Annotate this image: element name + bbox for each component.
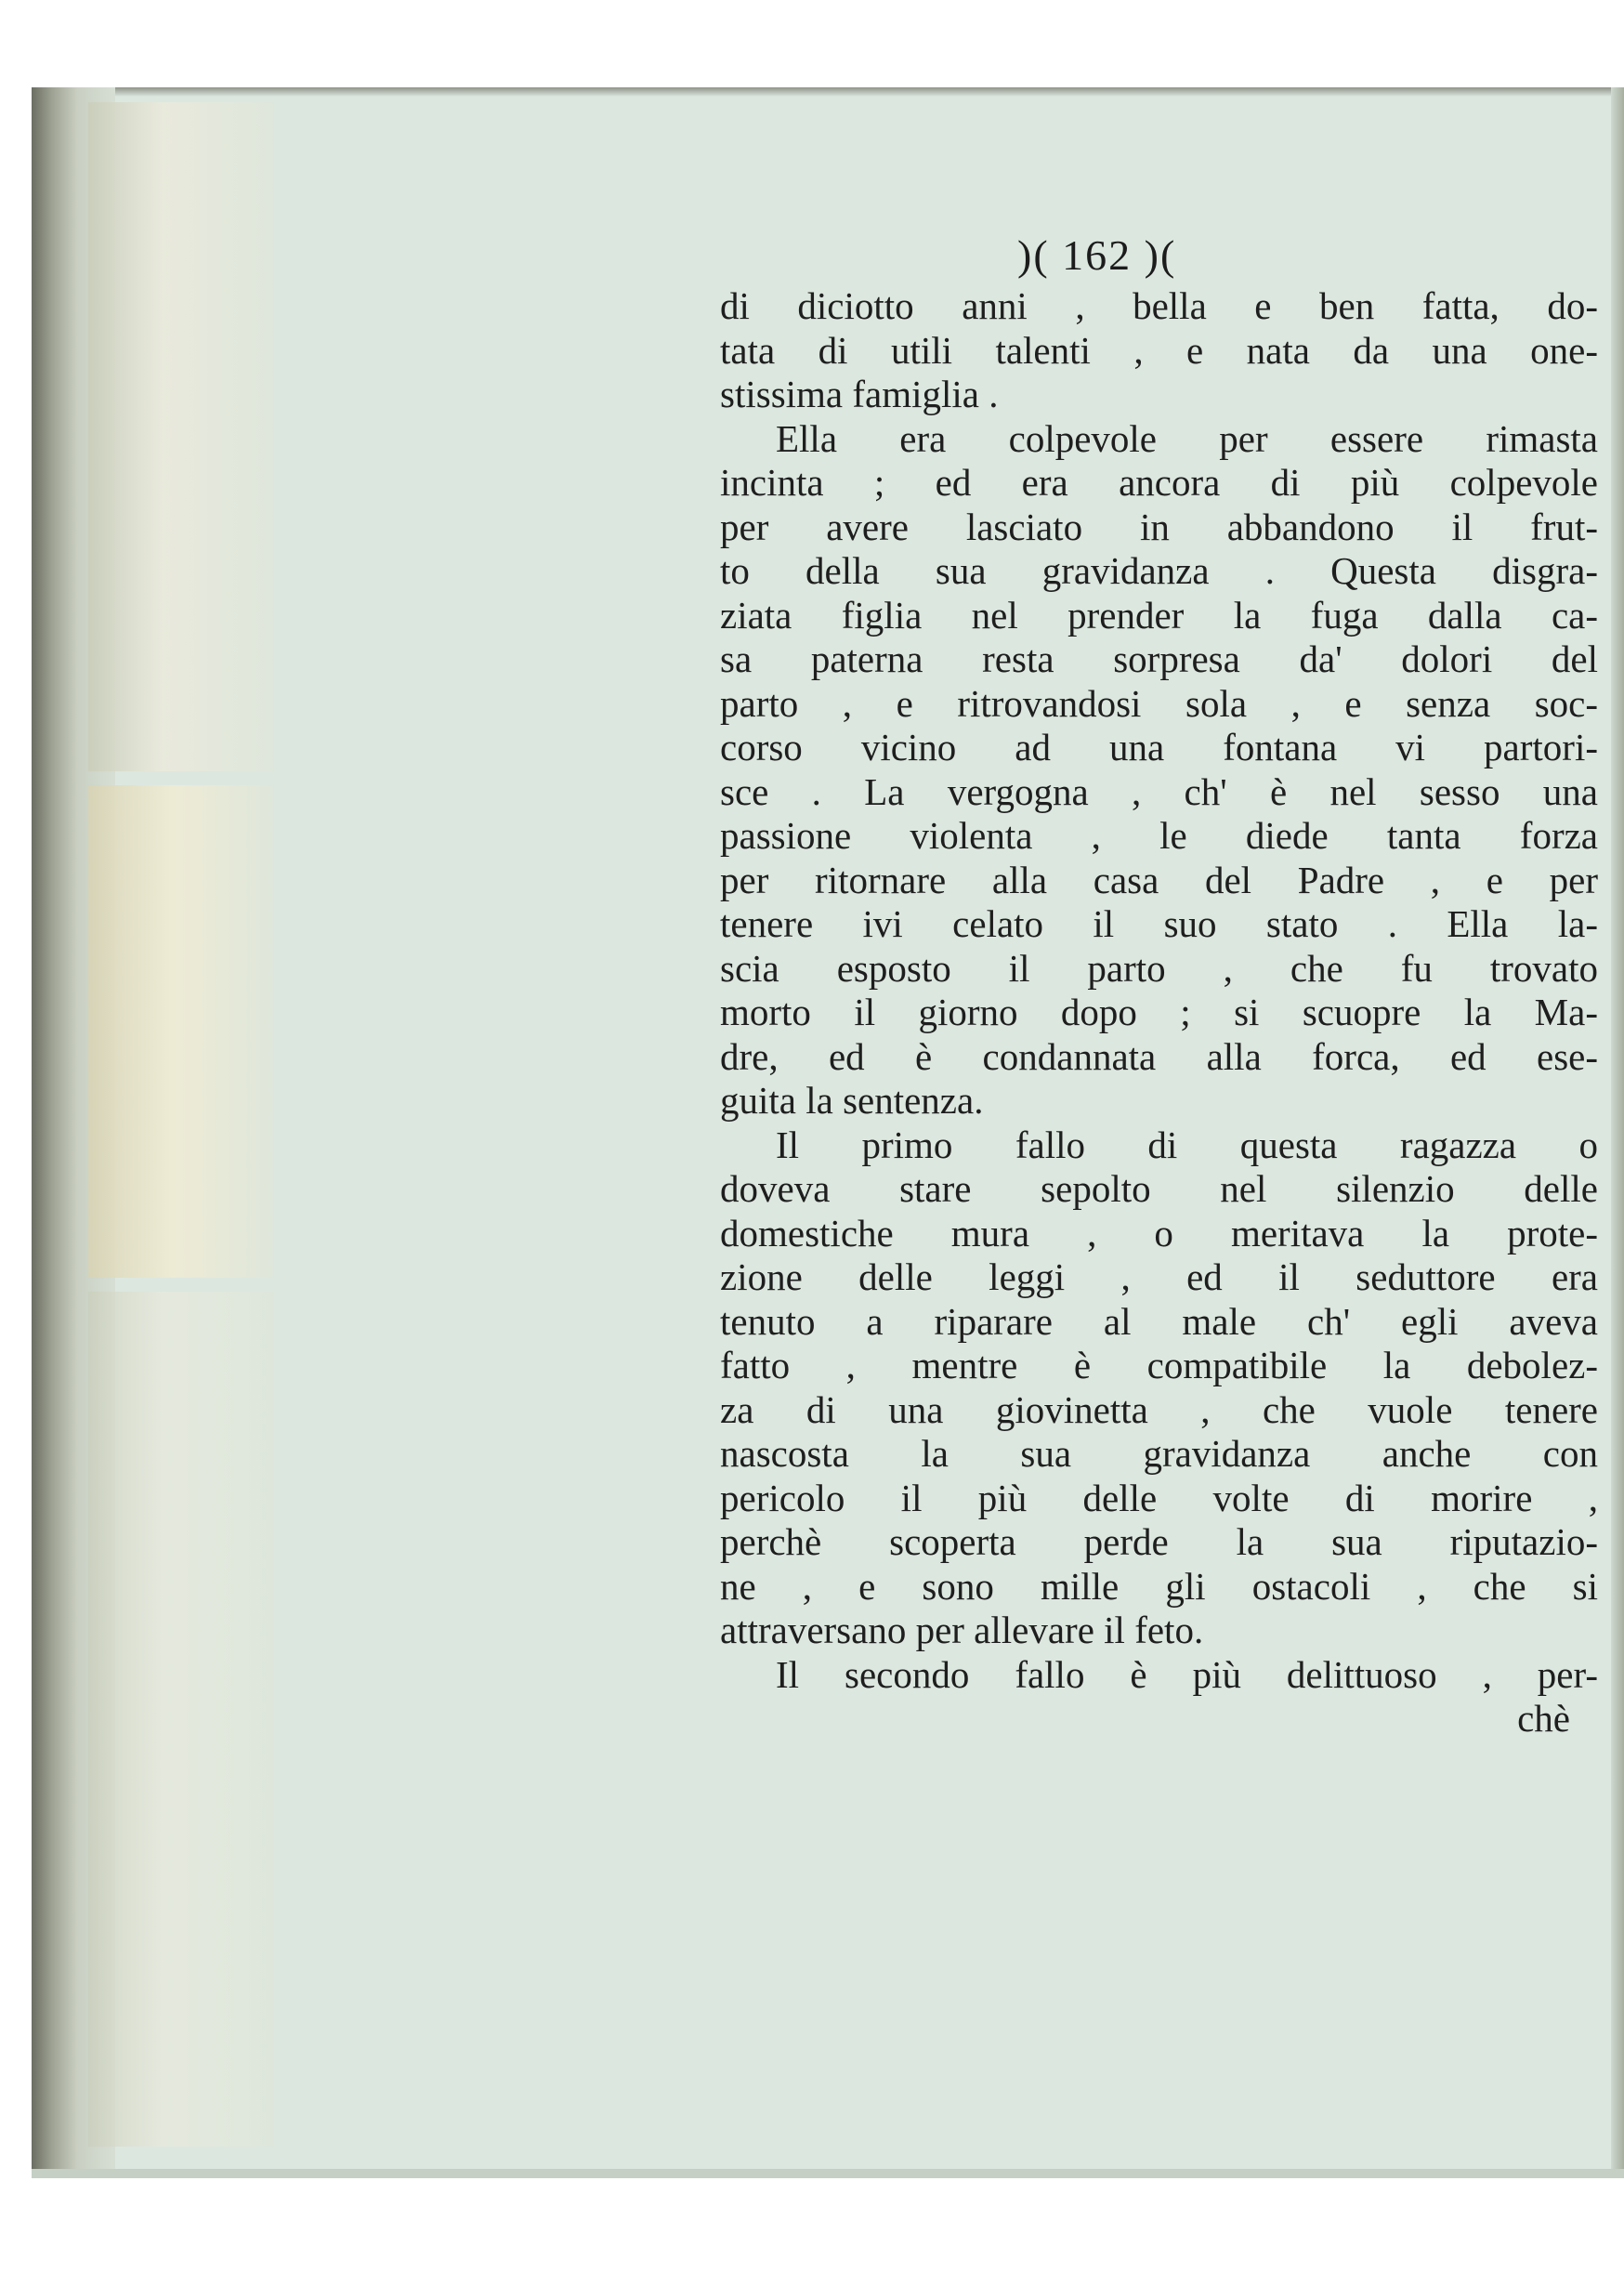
text-line: per avere lasciato in abbandono il frut-: [720, 505, 1598, 548]
text-line: pericolo il più delle volte di morire ,: [720, 1476, 1598, 1519]
text-line: parto , e ritrovandosi sola , e senza soc-: [720, 681, 1598, 725]
text-line: sa paterna resta sorpresa da' dolori del: [720, 637, 1598, 680]
binding-shadow-lower: [88, 1292, 274, 2147]
text-line: attraversano per allevare il feto.: [720, 1609, 1204, 1651]
page-right-edge: [1611, 87, 1624, 2178]
text-line: ziata figlia nel prender la fuga dalla ca-: [720, 593, 1598, 637]
text-line: scia esposto il parto , che fu trovato: [720, 946, 1598, 990]
text-line: tata di utili talenti , e nata da una one-: [720, 328, 1598, 372]
text-line: passione violenta , le diede tanta forza: [720, 814, 1598, 857]
text-line: to della sua gravidanza . Questa disgra-: [720, 549, 1598, 592]
page-bottom-edge: [32, 2169, 1624, 2178]
text-line: zione delle leggi , ed il seduttore era: [720, 1255, 1598, 1298]
text-line: morto il giorno dopo ; si scuopre la Ma-: [720, 991, 1598, 1033]
text-line: tenuto a riparare al male ch' egli aveva: [720, 1299, 1598, 1343]
text-line: di diciotto anni , bella e ben fatta, do-: [720, 284, 1598, 327]
text-line: stissima famiglia .: [720, 373, 999, 415]
body-text: [720, 284, 1598, 1741]
text-line: sce . La vergogna , ch' è nel sesso una: [720, 769, 1598, 813]
text-line: doveva stare sepolto nel silenzio delle: [720, 1167, 1598, 1210]
text-line: incinta ; ed era ancora di più colpevole: [720, 461, 1598, 504]
binding-shadow-middle: [88, 785, 274, 1278]
text-line: za di una giovinetta , che vuole tenere: [720, 1387, 1598, 1431]
text-line: guita la sentenza.: [720, 1079, 984, 1122]
text-line: Ella era colpevole per essere rimasta: [776, 416, 1598, 460]
text-line: Il secondo fallo è più delittuoso , per-: [776, 1652, 1598, 1696]
text-line: nascosta la sua gravidanza anche con: [720, 1432, 1598, 1475]
catchword: chè: [1517, 1697, 1570, 1740]
text-line: domestiche mura , o meritava la prote-: [720, 1211, 1598, 1255]
text-line: corso vicino ad una fontana vi partori-: [720, 726, 1598, 769]
text-line: perchè scoperta perde la sua riputazio-: [720, 1520, 1598, 1563]
text-line: per ritornare alla casa del Padre , e per: [720, 858, 1598, 901]
text-line: ne , e sono mille gli ostacoli , che si: [720, 1564, 1598, 1608]
text-line: fatto , mentre è compatibile la debolez-: [720, 1344, 1598, 1386]
page-top-edge: [32, 87, 1624, 97]
text-line: Il primo fallo di questa ragazza o: [776, 1123, 1598, 1166]
text-line: tenere ivi celato il suo stato . Ella la-: [720, 902, 1598, 945]
binding-shadow-upper: [88, 102, 274, 771]
text-line: dre, ed è condannata alla forca, ed ese-: [720, 1034, 1598, 1078]
page-number-header: )( 162 )(: [1017, 231, 1177, 279]
